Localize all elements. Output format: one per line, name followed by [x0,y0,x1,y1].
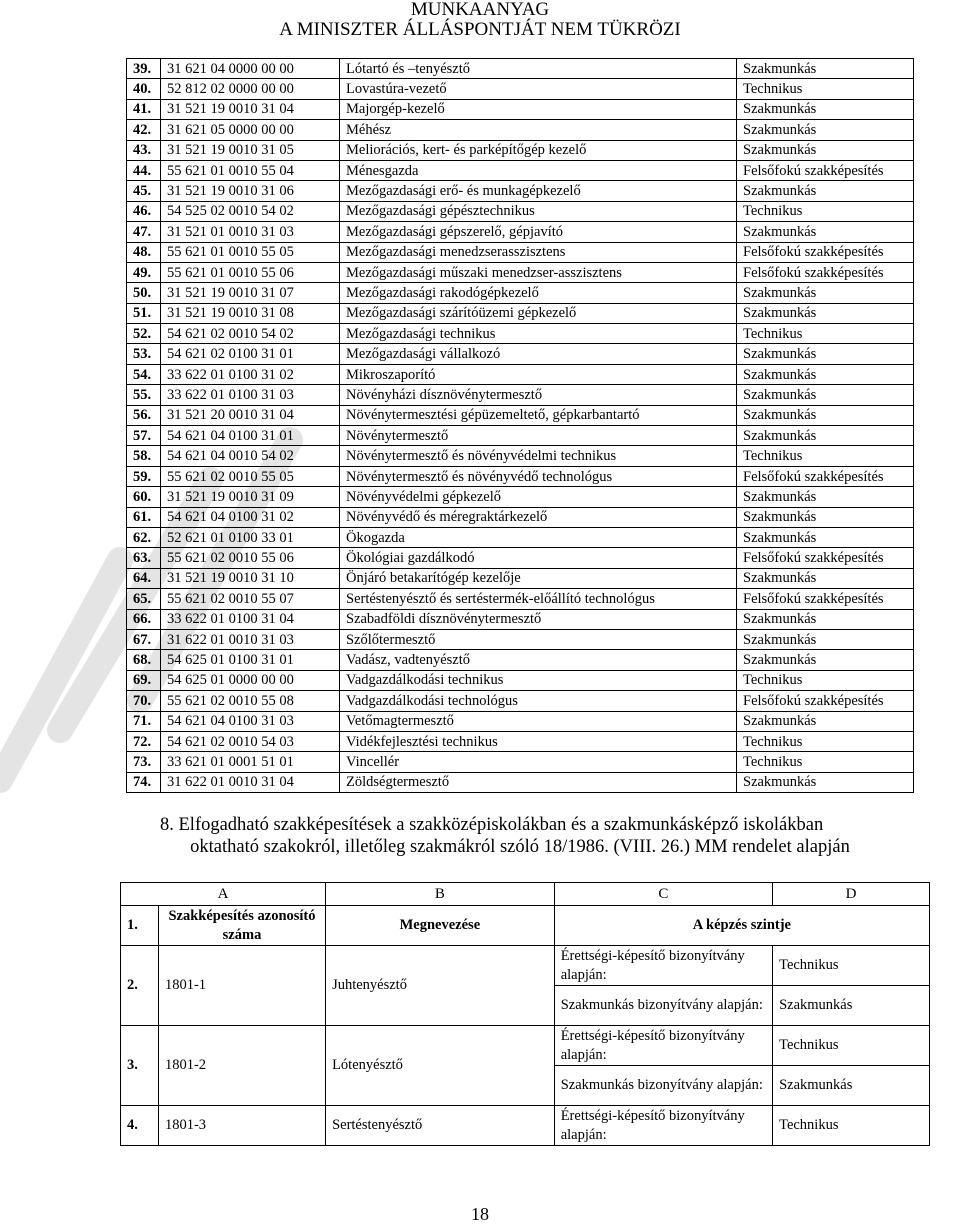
row-number: 52. [127,324,161,344]
row-number: 72. [127,731,161,751]
header-line-1: MUNKAANYAG [410,0,550,20]
training-level: Szakmunkás [737,426,914,446]
row-number: 71. [127,711,161,731]
qualification-code: 52 621 01 0100 33 01 [161,527,340,547]
qualification-id: 1801-3 [158,1106,325,1146]
training-level: Szakmunkás [737,283,914,303]
qualification-code: 31 521 19 0010 31 07 [161,283,340,303]
table-row [127,140,914,160]
qualification-name: Mezőgazdasági rakodógépkezelő [340,283,737,303]
row-number: 54. [127,364,161,384]
training-level: Szakmunkás [737,772,914,792]
table-row [121,1106,930,1146]
table-row [127,589,914,609]
row-number: 4. [121,1106,159,1146]
qualification-code: 33 621 01 0001 51 01 [161,752,340,772]
table-row [127,201,914,221]
training-level: Felsőfokú szakképesítés [737,466,914,486]
training-level: Szakmunkás [737,629,914,649]
row-number: 65. [127,589,161,609]
training-level: Szakmunkás [737,364,914,384]
table-row [127,364,914,384]
qualification-name: Mezőgazdasági műszaki menedzser-asszisztens [340,262,737,282]
training-level: Szakmunkás [737,507,914,527]
table-row [127,752,914,772]
col-letter-d: D [773,883,930,906]
row-number: 42. [127,120,161,140]
qualification-code: 55 621 02 0010 55 07 [161,589,340,609]
table-row [127,283,914,303]
training-level: Technikus [773,1026,930,1066]
table-row [127,527,914,547]
training-level: Szakmunkás [737,711,914,731]
qualification-code: 54 525 02 0010 54 02 [161,201,340,221]
qualification-code: 31 621 04 0000 00 00 [161,59,340,79]
training-level: Felsőfokú szakképesítés [737,548,914,568]
header-id: Szakképesítés azonosító száma [158,906,325,946]
table-row [127,548,914,568]
qualification-name: Növénytermesztési gépüzemeltető, gépkarbantartó [340,405,737,425]
table-row [127,181,914,201]
row-number: 57. [127,426,161,446]
table-row [127,772,914,792]
qualification-name: Lótartó és –tenyésztő [340,59,737,79]
qualification-name: Sertéstenyésztő és sertéstermék-előállító technológus [340,589,737,609]
table-row [127,691,914,711]
qualification-code: 33 622 01 0100 31 03 [161,385,340,405]
table-row [127,344,914,364]
row-number: 46. [127,201,161,221]
qualification-code: 33 622 01 0100 31 02 [161,364,340,384]
training-level: Szakmunkás [737,487,914,507]
training-level: Szakmunkás [737,120,914,140]
qualification-name: Méhész [340,120,737,140]
qualification-list-table [126,58,914,793]
qualification-code: 55 621 02 0010 55 05 [161,466,340,486]
qualification-code: 55 621 02 0010 55 08 [161,691,340,711]
training-level: Technikus [737,752,914,772]
qualification-code: 54 621 04 0100 31 03 [161,711,340,731]
qualification-name: Mezőgazdasági erő- és munkagépkezelő [340,181,737,201]
table-row [127,120,914,140]
row-number: 39. [127,59,161,79]
table-row [127,446,914,466]
qualification-name: Szabadföldi dísznövénytermesztő [340,609,737,629]
table-row [127,222,914,242]
header-row-number: 1. [121,906,159,946]
training-level: Szakmunkás [737,344,914,364]
row-number: 50. [127,283,161,303]
page-header [0,0,960,40]
qualification-code: 31 521 19 0010 31 04 [161,99,340,119]
row-number: 45. [127,181,161,201]
table-row [127,650,914,670]
row-number: 68. [127,650,161,670]
training-level: Szakmunkás [737,385,914,405]
qualification-name: Ökogazda [340,527,737,547]
qualification-name: Mezőgazdasági technikus [340,324,737,344]
row-number: 55. [127,385,161,405]
header-line-2: A MINISZTER ÁLLÁSPONTJÁT NEM TÜKRÖZI [279,19,681,40]
qualification-name: Vadgazdálkodási technológus [340,691,737,711]
qualification-name: Vincellér [340,752,737,772]
row-number: 74. [127,772,161,792]
row-number: 64. [127,568,161,588]
qualification-name: Vadász, vadtenyésztő [340,650,737,670]
header-level: A képzés szintje [554,906,929,946]
page-number: 18 [471,1204,489,1224]
table-row [121,1026,930,1066]
qualification-code: 31 521 01 0010 31 03 [161,222,340,242]
qualification-name: Zöldségtermesztő [340,772,737,792]
training-level: Szakmunkás [737,405,914,425]
qualification-code: 55 621 02 0010 55 06 [161,548,340,568]
row-number: 47. [127,222,161,242]
training-level: Szakmunkás [737,181,914,201]
training-level: Technikus [737,324,914,344]
qualification-name: Szőlőtermesztő [340,629,737,649]
table-row [127,731,914,751]
certificate-basis: Érettségi-képesítő bizonyítvány alapján: [554,1106,772,1146]
training-level: Technikus [737,79,914,99]
qualification-code: 55 621 01 0010 55 06 [161,262,340,282]
qualification-id: 1801-2 [158,1026,325,1106]
row-number: 67. [127,629,161,649]
training-level: Szakmunkás [737,650,914,670]
row-number: 44. [127,160,161,180]
table-row [127,385,914,405]
qualification-name: Növénytermesztő és növényvédő technológus [340,466,737,486]
training-level: Technikus [737,446,914,466]
training-level: Szakmunkás [737,303,914,323]
qualification-name: Sertéstenyésztő [326,1106,555,1146]
row-number: 56. [127,405,161,425]
table-row [127,79,914,99]
table-row [127,507,914,527]
qualification-name: Mezőgazdasági vállalkozó [340,344,737,364]
training-level: Szakmunkás [737,99,914,119]
table-row [127,609,914,629]
qualification-name: Vadgazdálkodási technikus [340,670,737,690]
qualification-name: Önjáró betakarítógép kezelője [340,568,737,588]
qualification-name: Növénytermesztő [340,426,737,446]
qualification-code: 31 521 19 0010 31 06 [161,181,340,201]
col-letter-b: B [326,883,555,906]
training-level: Szakmunkás [737,568,914,588]
qualification-name: Növényvédő és méregraktárkezelő [340,507,737,527]
qualification-name: Növénytermesztő és növényvédelmi technikus [340,446,737,466]
qualification-name: Ökológiai gazdálkodó [340,548,737,568]
row-number: 59. [127,466,161,486]
training-level: Szakmunkás [773,986,930,1026]
row-number: 58. [127,446,161,466]
qualification-code: 54 621 04 0010 54 02 [161,446,340,466]
column-letter-row [121,883,930,906]
qualification-name: Juhtenyésztő [326,946,555,1026]
qualification-code: 55 621 01 0010 55 04 [161,160,340,180]
row-number: 60. [127,487,161,507]
qualification-code: 31 521 19 0010 31 09 [161,487,340,507]
qualification-name: Lovastúra-vezető [340,79,737,99]
section-heading-line-1: 8. Elfogadható szakképesítések a szakközépiskolákban és a szakmunkásképző iskolákban [160,815,824,835]
table-row [127,242,914,262]
row-number: 53. [127,344,161,364]
training-level: Technikus [737,731,914,751]
col-letter-a: A [121,883,326,906]
training-level: Szakmunkás [737,222,914,242]
row-number: 70. [127,691,161,711]
qualification-code: 54 621 02 0010 54 03 [161,731,340,751]
table-row [127,487,914,507]
certificate-basis: Érettségi-képesítő bizonyítvány alapján: [554,1026,772,1066]
section-heading [160,814,920,858]
row-number: 63. [127,548,161,568]
table-row [127,670,914,690]
qualification-code: 54 621 04 0100 31 01 [161,426,340,446]
row-number: 66. [127,609,161,629]
qualification-code: 54 621 02 0010 54 02 [161,324,340,344]
row-number: 69. [127,670,161,690]
qualification-name: Majorgép-kezelő [340,99,737,119]
qualification-code: 31 622 01 0010 31 03 [161,629,340,649]
section-heading-line-2: oktatható szakokról, illetőleg szakmákról szóló 18/1986. (VIII. 26.) MM rendelet alapján [190,837,850,857]
table-row [127,629,914,649]
row-number: 43. [127,140,161,160]
qualification-name: Vidékfejlesztési technikus [340,731,737,751]
qualification-code: 54 621 02 0100 31 01 [161,344,340,364]
qualification-name: Mezőgazdasági gépésztechnikus [340,201,737,221]
row-number: 51. [127,303,161,323]
row-number: 3. [121,1026,159,1106]
training-level: Szakmunkás [737,527,914,547]
accepted-qualifications-table [120,882,930,1146]
qualification-name: Mezőgazdasági gépszerelő, gépjavító [340,222,737,242]
training-level: Szakmunkás [737,609,914,629]
qualification-id: 1801-1 [158,946,325,1026]
qualification-code: 33 622 01 0100 31 04 [161,609,340,629]
row-number: 2. [121,946,159,1026]
qualification-name: Ménesgazda [340,160,737,180]
table-row [127,711,914,731]
qualification-code: 31 521 19 0010 31 10 [161,568,340,588]
training-level: Felsőfokú szakképesítés [737,262,914,282]
table-row [127,466,914,486]
training-level: Technikus [773,1106,930,1146]
qualification-code: 31 521 19 0010 31 05 [161,140,340,160]
table-row [127,324,914,344]
qualification-code: 31 621 05 0000 00 00 [161,120,340,140]
qualification-code: 54 621 04 0100 31 02 [161,507,340,527]
qualification-code: 54 625 01 0000 00 00 [161,670,340,690]
col-letter-c: C [554,883,772,906]
row-number: 49. [127,262,161,282]
table-row [127,262,914,282]
table-row [127,568,914,588]
training-level: Technikus [737,670,914,690]
table-row [127,59,914,79]
qualification-name: Növényvédelmi gépkezelő [340,487,737,507]
training-level: Felsőfokú szakképesítés [737,160,914,180]
training-level: Felsőfokú szakképesítés [737,589,914,609]
training-level: Szakmunkás [737,59,914,79]
qualification-name: Mikroszaporító [340,364,737,384]
certificate-basis: Szakmunkás bizonyítvány alapján: [554,1066,772,1106]
table2-header-row [121,906,930,946]
table-row [127,405,914,425]
row-number: 62. [127,527,161,547]
table-row [127,303,914,323]
table-row [127,99,914,119]
qualification-code: 31 521 20 0010 31 04 [161,405,340,425]
training-level: Szakmunkás [737,140,914,160]
training-level: Technikus [737,201,914,221]
certificate-basis: Érettségi-képesítő bizonyítvány alapján: [554,946,772,986]
qualification-name: Meliorációs, kert- és parképítőgép kezelő [340,140,737,160]
row-number: 73. [127,752,161,772]
training-level: Felsőfokú szakképesítés [737,242,914,262]
training-level: Technikus [773,946,930,986]
header-name: Megnevezése [326,906,555,946]
qualification-name: Mezőgazdasági szárítóüzemi gépkezelő [340,303,737,323]
qualification-name: Növényházi dísznövénytermesztő [340,385,737,405]
row-number: 40. [127,79,161,99]
training-level: Felsőfokú szakképesítés [737,691,914,711]
qualification-code: 31 521 19 0010 31 08 [161,303,340,323]
qualification-code: 55 621 01 0010 55 05 [161,242,340,262]
table-row [127,426,914,446]
row-number: 48. [127,242,161,262]
table-row [121,946,930,986]
qualification-code: 52 812 02 0000 00 00 [161,79,340,99]
row-number: 61. [127,507,161,527]
qualification-code: 54 625 01 0100 31 01 [161,650,340,670]
certificate-basis: Szakmunkás bizonyítvány alapján: [554,986,772,1026]
qualification-name: Lótenyésztő [326,1026,555,1106]
qualification-code: 31 622 01 0010 31 04 [161,772,340,792]
row-number: 41. [127,99,161,119]
qualification-name: Vetőmagtermesztő [340,711,737,731]
table-row [127,160,914,180]
training-level: Szakmunkás [773,1066,930,1106]
qualification-name: Mezőgazdasági menedzserasszisztens [340,242,737,262]
